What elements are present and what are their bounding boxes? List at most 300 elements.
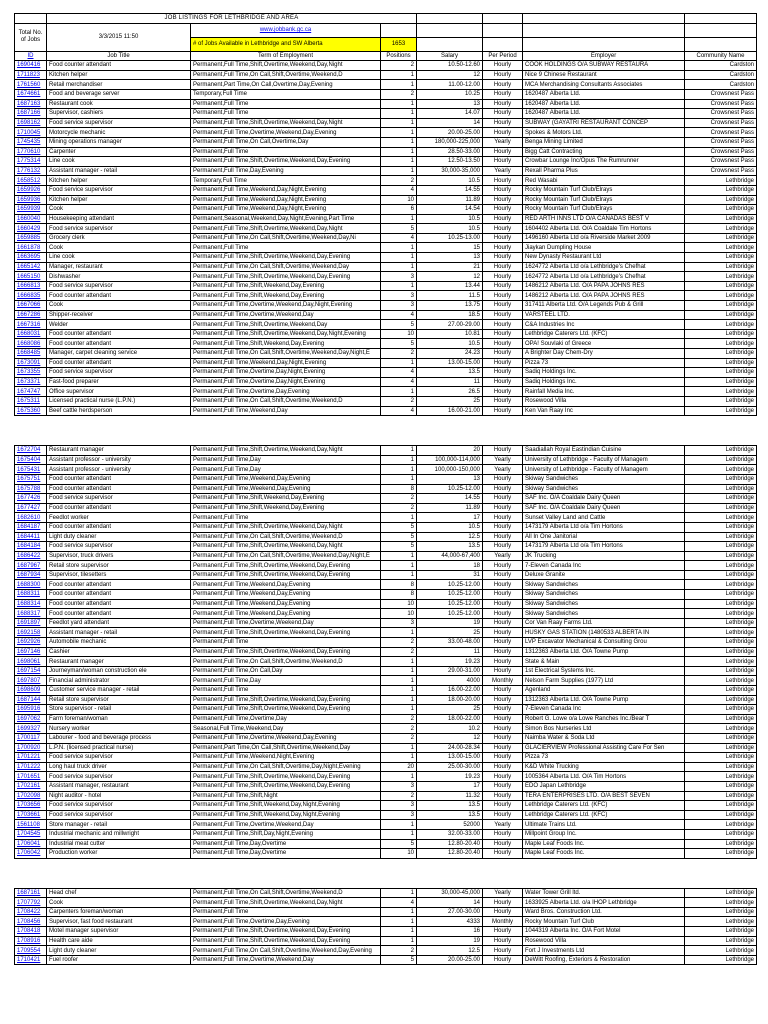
job-positions: 1 [381,907,417,917]
job-id-link[interactable]: 1699327 [17,725,41,732]
job-community: Lethbridge [685,791,757,801]
job-title: Kitchen helper [47,70,191,80]
job-period: Hourly [483,618,523,628]
job-term: Permanent,Full Time,Shift,Overtime,Weekend,Day,Night [191,542,381,552]
job-community: Lethbridge [685,320,757,330]
jobbank-link[interactable]: www.jobbank.gc.ca [259,27,312,34]
job-id-link[interactable]: 1692158 [17,629,41,636]
job-id-link[interactable]: 1675788 [17,485,41,492]
job-term: Permanent,Full Time [191,99,381,109]
job-id-link[interactable]: 1697062 [17,716,41,723]
job-id-link[interactable]: 1700920 [17,744,41,751]
job-period: Hourly [483,762,523,772]
job-positions: 5 [381,224,417,234]
table-row [15,320,757,330]
job-salary: 33.00-48.00 [417,638,483,648]
job-title: Light duty cleaner [47,532,191,542]
job-period: Hourly [483,638,523,648]
job-positions: 1 [381,676,417,686]
job-term: Permanent,Full Time,Shift,Overtime,Weekend,Day,Night [191,446,381,456]
job-id-link[interactable]: 1682610 [17,514,41,521]
job-positions: 2 [381,349,417,359]
job-period: Yearly [483,455,523,465]
table-row [15,609,757,619]
job-id-link[interactable]: 1687934 [17,572,41,579]
job-employer: K&D White Trucking [523,762,685,772]
job-id-link[interactable]: 1708422 [17,909,41,916]
job-employer: Rosewood Villa [523,936,685,946]
job-period: Hourly [483,946,523,956]
job-term: Permanent,Full Time,On Call,Shift,Overtime,Weekend,Day,Evening [191,946,381,956]
job-id-link[interactable]: 1673091 [17,359,41,366]
job-id-link[interactable]: 1687163 [17,100,41,107]
job-id-link[interactable]: 1673371 [17,379,41,386]
job-id-link[interactable]: 1687161 [17,889,41,896]
job-title: Supervisor, tilesetters [47,570,191,580]
job-id-link[interactable]: 1686422 [17,552,41,559]
job-id-link[interactable]: 1709554 [17,947,41,954]
job-id-link[interactable]: 1711823 [17,72,40,79]
job-salary: 21 [417,262,483,272]
job-period: Hourly [483,609,523,619]
job-community: Lethbridge [685,666,757,676]
job-id-link[interactable]: 1688311 [17,591,40,598]
job-term: Permanent,Full Time,Overtime,Weekend,Day,Night,Evening [191,301,381,311]
job-term: Permanent,Full Time,Shift,Overtime,Weekend,Day,Evening [191,272,381,282]
job-employer: Rocky Mountain Turf Club/Elrays [523,205,685,215]
job-positions: 2 [381,724,417,734]
spreadsheet [14,13,756,965]
job-positions: 1 [381,80,417,90]
job-id-link[interactable]: 1697807 [17,677,41,684]
table-row [15,128,757,138]
job-period: Hourly [483,839,523,849]
job-period: Hourly [483,666,523,676]
job-title: Supervisor, fast food restaurant [47,917,191,927]
job-community: Lethbridge [685,733,757,743]
job-id-link[interactable]: 1659939 [17,206,41,213]
job-period: Hourly [483,185,523,195]
job-title: Food counter attendant [47,599,191,609]
job-positions: 1 [381,109,417,119]
job-id-link[interactable]: 1561108 [17,821,40,828]
job-id-link[interactable]: 1701221 [17,754,41,761]
job-title: Cook [47,898,191,908]
job-period: Hourly [483,70,523,80]
job-id-link[interactable]: 1660040 [17,215,41,222]
table-row [15,368,757,378]
job-positions: 2 [381,714,417,724]
job-term: Permanent,Full Time,Weekend,Day,Evening [191,590,381,600]
table-row [15,522,757,532]
table-row [15,484,757,494]
job-id-link[interactable]: 1700117 [17,735,40,742]
job-term: Permanent,Full Time,Day,Overtime [191,849,381,859]
job-id-link[interactable]: 1688314 [17,600,41,607]
job-title: Food service supervisor [47,185,191,195]
job-id-link[interactable]: 1658512 [17,177,41,184]
job-id-link[interactable]: 1667066 [17,302,41,309]
job-period: Hourly [483,714,523,724]
job-employer: Rainfall Media Inc. [523,387,685,397]
job-term: Permanent,Full Time,Overtime,Day,Evening [191,917,381,927]
job-salary: 12.80-20.40 [417,849,483,859]
job-period: Hourly [483,358,523,368]
table-row [15,465,757,475]
job-salary: 14 [417,118,483,128]
job-id-link[interactable]: 1673355 [17,369,41,376]
job-id-link[interactable]: 1688300 [17,581,41,588]
job-id-link[interactable]: 1703661 [17,812,41,819]
job-period: Hourly [483,829,523,839]
table-row [15,946,757,956]
job-positions: 1 [381,99,417,109]
job-community: Cardston [685,70,757,80]
table-row [15,839,757,849]
job-id-link[interactable]: 1672704 [17,447,41,454]
job-id-link[interactable]: 1665150 [17,273,41,280]
job-id-link[interactable]: 1659885 [17,235,41,242]
table-row [15,339,757,349]
job-title: Manager, restaurant [47,262,191,272]
job-positions: 5 [381,320,417,330]
job-community: Crowsnest Pass [685,109,757,119]
job-salary: 14.54 [417,205,483,215]
table-row [15,70,757,80]
table-row [15,406,757,416]
job-positions: 4 [381,310,417,320]
job-id-link[interactable]: 1677426 [17,495,41,502]
job-positions: 1 [381,936,417,946]
table-row [15,762,757,772]
job-community: Lethbridge [685,801,757,811]
job-positions: 2 [381,791,417,801]
job-id-link[interactable]: 1706042 [17,850,41,857]
job-title: Restaurant manager [47,446,191,456]
job-employer: Jiaykan Dumpling House [523,243,685,253]
job-community: Lethbridge [685,349,757,359]
job-period: Yearly [483,137,523,147]
job-employer: Lethbridge Caterers Ltd. (KFC) [523,810,685,820]
job-period: Hourly [483,657,523,667]
job-id-link[interactable]: 1687144 [17,696,41,703]
job-community: Lethbridge [685,551,757,561]
job-positions: 1 [381,513,417,523]
table-row [15,917,757,927]
table-row [15,580,757,590]
job-id-link[interactable]: 1687967 [17,562,41,569]
job-id-link[interactable]: 1761560 [17,81,41,88]
job-community: Crowsnest Pass [685,147,757,157]
job-title: Mining operations manager [47,137,191,147]
job-period: Hourly [483,368,523,378]
job-community: Crowsnest Pass [685,137,757,147]
job-community: Lethbridge [685,474,757,484]
job-period: Hourly [483,195,523,205]
job-salary: 25 [417,705,483,715]
job-term: Permanent,Full Time,On Call,Shift,Overtime,Weekend,D [191,888,381,898]
job-id-link[interactable]: 1695916 [17,706,41,713]
job-id-link[interactable]: 1663695 [17,254,41,261]
job-id-link[interactable]: 1677427 [17,505,41,512]
job-salary: 20.00-25.00 [417,955,483,965]
job-salary: 180,000-225,000 [417,137,483,147]
job-title: Manager, carpet cleaning service [47,349,191,359]
job-term: Permanent,Full Time,Weekend,Day,Night,Evening [191,358,381,368]
table-row [15,147,757,157]
column-header-id[interactable]: ID [27,52,34,59]
job-salary: 16 [417,927,483,937]
job-period: Hourly [483,310,523,320]
table-row [15,657,757,667]
job-period: Hourly [483,387,523,397]
job-title: Food service supervisor [47,542,191,552]
job-term: Permanent,Full Time,Shift,Overtime,Weekend,Day,Night [191,522,381,532]
job-term: Permanent,Full Time,Overtime,Weekend,Day [191,955,381,965]
job-salary: 11.89 [417,195,483,205]
job-id-link[interactable]: 1675311 [17,398,40,405]
job-positions: 4 [381,185,417,195]
job-positions: 3 [381,618,417,628]
job-positions: 1 [381,686,417,696]
job-id-link[interactable]: 1690416 [17,62,41,69]
job-id-link[interactable]: 1745435 [17,139,41,146]
job-community: Lethbridge [685,377,757,387]
table-row [15,829,757,839]
job-id-link[interactable]: 1659936 [17,196,41,203]
job-term: Permanent,Full Time,On Call,Shift,Overtime,Weekend,Day [191,262,381,272]
job-id-link[interactable]: 1660429 [17,225,41,232]
job-employer: University of Lethbridge - Faculty of Managem [523,465,685,475]
job-period: Hourly [483,301,523,311]
job-id-link[interactable]: 1666813 [17,283,41,290]
job-id-link[interactable]: 1710421 [17,957,41,964]
job-id-link[interactable]: 1710045 [17,129,41,136]
job-period: Hourly [483,157,523,167]
job-id-link[interactable]: 1708916 [17,937,41,944]
job-id-link[interactable]: 1674661 [17,91,41,98]
job-term: Permanent,Full Time,On Call,Day [191,666,381,676]
job-positions: 1 [381,214,417,224]
job-salary: 27.00-30.00 [417,907,483,917]
job-title: Food service supervisor [47,772,191,782]
job-id-link[interactable]: 1659926 [17,187,41,194]
job-term: Permanent,Full Time,Weekend,Day,Evening [191,580,381,590]
job-id-link[interactable]: 1706041 [17,840,41,847]
column-header-employer: Employer [523,51,685,61]
job-id-link[interactable]: 1688317 [17,610,41,617]
job-period: Hourly [483,446,523,456]
job-title: Housekeeping attendant [47,214,191,224]
job-salary: 44,000-67,400 [417,551,483,561]
job-title: Food service supervisor [47,224,191,234]
job-id-link[interactable]: 1704545 [17,831,41,838]
job-term: Permanent,Full Time,Shift,Weekend,Day,Evening [191,339,381,349]
job-period: Hourly [483,474,523,484]
job-id-link[interactable]: 1702161 [17,783,41,790]
job-positions: 1 [381,166,417,176]
job-term: Permanent,Full Time,On Call,Overtime,Day [191,137,381,147]
job-employer: 1620487 Alberta Ltd. [523,89,685,99]
job-id-link[interactable]: 1665142 [17,263,41,270]
table-row [15,387,757,397]
job-positions: 4 [381,898,417,908]
job-period: Hourly [483,695,523,705]
job-id-link[interactable]: 1684411 [17,533,40,540]
table-row [15,888,757,898]
job-employer: Sadiq Holdings Inc. [523,377,685,387]
job-salary: 4333 [417,917,483,927]
job-salary: 10.25-12.00 [417,599,483,609]
table-row [15,513,757,523]
job-salary: 20.00-25.00 [417,128,483,138]
job-id-link[interactable]: 1775314 [17,158,41,165]
job-community: Lethbridge [685,628,757,638]
section-gap [15,858,757,888]
job-period: Hourly [483,243,523,253]
job-term: Permanent,Full Time,Weekend,Day [191,406,381,416]
job-id-link[interactable]: 1675751 [17,476,41,483]
job-employer: Millpoint Group Inc. [523,829,685,839]
job-title: Dishwasher [47,272,191,282]
job-id-link[interactable]: 1675431 [17,466,41,473]
job-term: Permanent,Full Time,Shift,Overtime,Weekend,Day,Night [191,224,381,234]
job-id-link[interactable]: 1668031 [17,331,41,338]
job-id-link[interactable]: 1698061 [17,658,41,665]
job-id-link[interactable]: 1661878 [17,244,41,251]
job-employer: 1044319 Alberta Inc. O/A Fort Motel [523,927,685,937]
job-id-link[interactable]: 1702098 [17,792,41,799]
job-id-link[interactable]: 1770610 [17,148,41,155]
job-period: Hourly [483,590,523,600]
job-period: Hourly [483,532,523,542]
job-employer: Lethbridge Caterers Ltd. (KFC) [523,329,685,339]
job-id-link[interactable]: 1707792 [17,899,41,906]
job-id-link[interactable]: 1692926 [17,639,41,646]
job-employer: Rocky Mountain Turf Club/Elrays [523,195,685,205]
job-positions: 1 [381,118,417,128]
job-id-link[interactable]: 1675404 [17,457,41,464]
job-community: Lethbridge [685,503,757,513]
job-salary: 13 [417,99,483,109]
job-id-link[interactable]: 1708456 [17,918,41,925]
job-title: Journeyman/woman construction ele [47,666,191,676]
job-period: Hourly [483,484,523,494]
job-id-link[interactable]: 1667316 [17,321,41,328]
job-id-link[interactable]: 1698609 [17,687,41,694]
job-id-link[interactable]: 1675360 [17,407,41,414]
job-period: Hourly [483,503,523,513]
table-row [15,233,757,243]
job-salary: 12.80-20.40 [417,839,483,849]
job-id-link[interactable]: 1668485 [17,350,41,357]
job-employer: Ken Van Raay Inc [523,406,685,416]
table-row [15,503,757,513]
job-community: Lethbridge [685,820,757,830]
job-id-link[interactable]: 1684187 [17,524,41,531]
job-salary: 31 [417,570,483,580]
job-term: Permanent,Full Time [191,243,381,253]
job-title: Line cook [47,157,191,167]
job-term: Permanent,Full Time,Overtime,Day,Evening [191,387,381,397]
job-id-link[interactable]: 1776132 [17,168,41,175]
job-employer: Agenland [523,686,685,696]
job-id-link[interactable]: 1674747 [17,388,41,395]
job-period: Hourly [483,109,523,119]
table-row [15,551,757,561]
job-positions: 1 [381,705,417,715]
job-salary: 14 [417,898,483,908]
table-row [15,185,757,195]
job-id-link[interactable]: 1698162 [17,120,41,127]
job-community: Lethbridge [685,233,757,243]
job-term: Permanent,Full Time,Shift,Overtime,Weekend,Day,Evening [191,695,381,705]
job-id-link[interactable]: 1697154 [17,668,41,675]
job-period: Hourly [483,772,523,782]
job-id-link[interactable]: 1667286 [17,311,41,318]
job-community: Lethbridge [685,214,757,224]
job-positions: 1 [381,743,417,753]
job-positions: 5 [381,522,417,532]
job-id-link[interactable]: 1684184 [17,543,41,550]
job-id-link[interactable]: 1708418 [17,928,41,935]
job-positions: 1 [381,474,417,484]
job-id-link[interactable]: 1668086 [17,340,41,347]
job-title: Industrial meat cutter [47,839,191,849]
job-community: Lethbridge [685,185,757,195]
job-employer: C&A Industries Inc [523,320,685,330]
job-title: Food service supervisor [47,494,191,504]
job-positions: 2 [381,494,417,504]
job-period: Hourly [483,513,523,523]
job-id-link[interactable]: 1666835 [17,292,41,299]
job-id-link[interactable]: 1697146 [17,648,41,655]
job-community: Lethbridge [685,310,757,320]
column-header-positions: Positions [381,51,417,61]
job-positions: 1 [381,70,417,80]
job-community: Lethbridge [685,272,757,282]
job-title: Fast-food preparer [47,377,191,387]
table-row [15,647,757,657]
job-community: Lethbridge [685,561,757,571]
job-title: Automobile mechanic [47,638,191,648]
job-community: Lethbridge [685,955,757,965]
job-salary: 13.5 [417,801,483,811]
job-salary: 24.23 [417,349,483,359]
job-title: Feedlot yard attendant [47,618,191,628]
job-salary: 13.5 [417,810,483,820]
job-term: Permanent,Part Time,On Call,Shift,Overtime,Weekend,Day [191,743,381,753]
job-id-link[interactable]: 1687166 [17,110,41,117]
job-id-link[interactable]: 1701651 [17,773,41,780]
job-positions: 4 [381,377,417,387]
table-row [15,907,757,917]
job-salary: 19.23 [417,772,483,782]
job-positions: 1 [381,551,417,561]
job-salary: 10.2 [417,724,483,734]
job-positions: 1 [381,753,417,763]
job-title: Food service supervisor [47,753,191,763]
job-positions: 5 [381,532,417,542]
job-id-link[interactable]: 1691897 [17,620,41,627]
job-title: Cook [47,205,191,215]
job-listings-table [14,13,757,965]
table-row [15,532,757,542]
job-term: Permanent,Full Time,Shift,Overtime,Weekend,Day,Evening [191,157,381,167]
job-id-link[interactable]: 1703656 [17,802,41,809]
job-id-link[interactable]: 1701222 [17,764,41,771]
job-employer: 7-Eleven Canada Inc [523,561,685,571]
